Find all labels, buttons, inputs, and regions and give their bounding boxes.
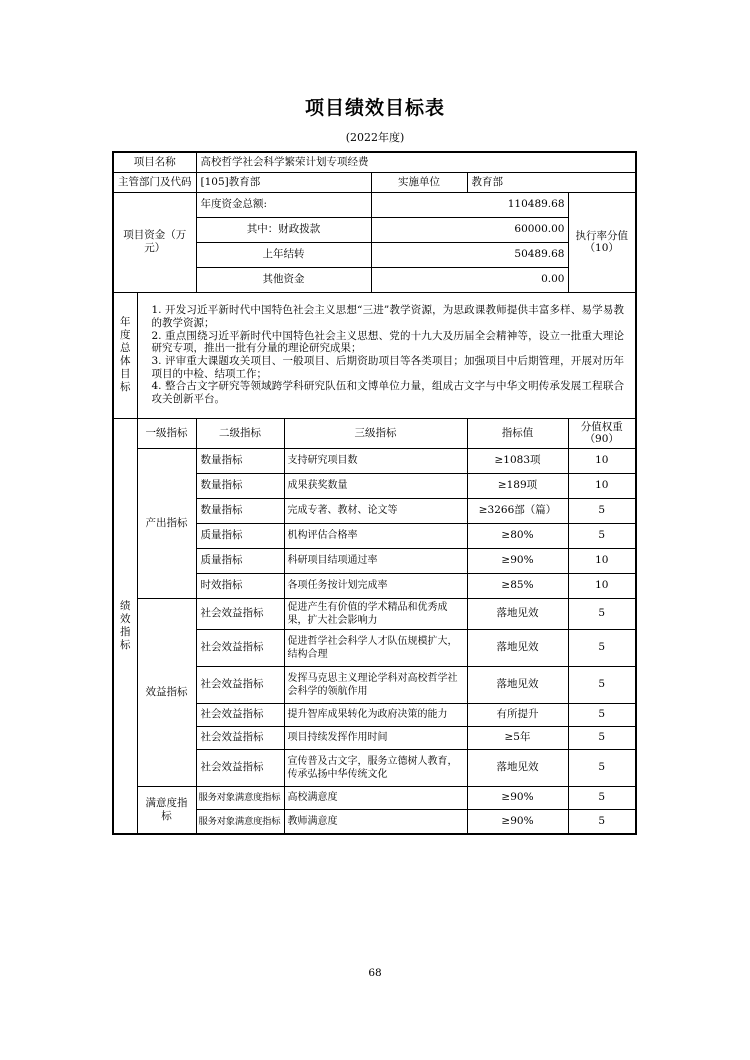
department-code-cell: [105]教育部 — [196, 172, 371, 192]
table-row — [113, 448, 636, 473]
indicator-name-cell: 机构评估合格率 — [284, 523, 467, 548]
indicator-type-cell: 服务对象满意度指标 — [196, 809, 284, 834]
indicator-type-cell: 社会效益指标 — [196, 629, 284, 666]
indicator-type-cell: 社会效益指标 — [196, 598, 284, 629]
header-target-cell: 指标值 — [467, 418, 568, 448]
header-weight-line1: 分值权重 — [580, 421, 623, 433]
indicator-target-cell: 落地见效 — [467, 598, 568, 629]
indicator-type-cell: 数量指标 — [196, 448, 284, 473]
indicator-target-cell: ≥85% — [467, 573, 568, 598]
fund-row-value-cell: 50489.68 — [371, 242, 568, 267]
indicator-target-cell: ≥90% — [467, 786, 568, 809]
indicator-type-cell: 质量指标 — [196, 523, 284, 548]
performance-label-line: 指标 — [120, 625, 131, 651]
indicator-name-cell: 发挥马克思主义理论学科对高校哲学社会科学的领航作用 — [284, 666, 467, 703]
annual-goal-label-line: 年度 — [120, 316, 131, 341]
indicator-type-cell: 服务对象满意度指标 — [196, 786, 284, 809]
indicator-name-cell: 宣传普及古文字，服务立德树人教育，传承弘扬中华传统文化 — [284, 749, 467, 786]
annual-goal-text-cell — [137, 292, 636, 418]
header-level1-cell: 一级指标 — [137, 418, 196, 448]
goal-item: 4. 整合古文字研究等领域跨学科研究队伍和文博单位力量，组成古文字与中华文明传承发展工程联合攻关创新平台。 — [151, 380, 624, 406]
header-level3-cell: 三级指标 — [284, 418, 467, 448]
indicator-target-cell: 落地见效 — [467, 629, 568, 666]
indicator-weight-cell: 5 — [568, 809, 636, 834]
page-number: 68 — [368, 967, 382, 979]
indicator-name-cell: 高校满意度 — [284, 786, 467, 809]
indicator-target-cell: ≥5年 — [467, 726, 568, 749]
indicator-weight-cell: 10 — [568, 573, 636, 598]
fund-row-label-cell: 其他资金 — [196, 267, 371, 292]
indicator-target-cell: ≥1083项 — [467, 448, 568, 473]
goal-item: 1. 开发习近平新时代中国特色社会主义思想“三进”教学资源，为思政课教师提供丰富多样、易学易教的教学资源； — [151, 304, 624, 329]
header-weight-line2: （90） — [584, 433, 619, 445]
header-weight-cell — [568, 418, 636, 448]
indicator-target-cell: ≥3266部（篇） — [467, 498, 568, 523]
implement-unit-value-cell: 教育部 — [467, 172, 636, 192]
indicator-type-cell: 社会效益指标 — [196, 726, 284, 749]
indicator-name-cell: 促进产生有价值的学术精品和优秀成果，扩大社会影响力 — [284, 598, 467, 629]
indicator-type-cell: 质量指标 — [196, 548, 284, 573]
indicator-target-cell: 落地见效 — [467, 749, 568, 786]
indicator-target-cell: ≥80% — [467, 523, 568, 548]
indicator-name-cell: 提升智库成果转化为政府决策的能力 — [284, 703, 467, 726]
indicator-type-cell: 社会效益指标 — [196, 749, 284, 786]
indicator-group-cell: 效益指标 — [137, 598, 196, 786]
project-name-label-cell: 项目名称 — [113, 152, 196, 172]
indicator-weight-cell: 10 — [568, 548, 636, 573]
goal-item: 3. 评审重大课题攻关项目、一般项目、后期资助项目等各类项目；加强项目中后期管理，开展对历年项目的中检、结项工作； — [151, 355, 624, 380]
indicator-type-cell: 时效指标 — [196, 573, 284, 598]
indicator-weight-cell: 5 — [568, 666, 636, 703]
fund-row-label-cell: 年度资金总额: — [196, 192, 371, 217]
indicator-name-cell: 教师满意度 — [284, 809, 467, 834]
indicator-name-cell: 项目持续发挥作用时间 — [284, 726, 467, 749]
indicator-weight-cell: 5 — [568, 629, 636, 666]
fund-label-cell: 项目资金（万元） — [113, 192, 196, 292]
project-name-value-cell: 高校哲学社会科学繁荣计划专项经费 — [196, 152, 636, 172]
indicator-group-cell: 满意度指标 — [137, 786, 196, 834]
table-row — [113, 598, 636, 629]
indicator-weight-cell: 10 — [568, 473, 636, 498]
performance-section-label-cell — [113, 418, 137, 834]
table-row — [113, 786, 636, 809]
fund-row-label-cell: 上年结转 — [196, 242, 371, 267]
fund-row-label-cell: 其中：财政拨款 — [196, 217, 371, 242]
indicator-name-cell: 各项任务按计划完成率 — [284, 573, 467, 598]
indicator-weight-cell: 5 — [568, 726, 636, 749]
fund-row-value-cell: 0.00 — [371, 267, 568, 292]
indicator-weight-cell: 5 — [568, 703, 636, 726]
goal-item: 2. 重点围绕习近平新时代中国特色社会主义思想、党的十九大及历届全会精神等，设立一批重大理论研究专项，推出一批有分量的理论研究成果； — [151, 329, 624, 355]
indicator-weight-cell: 5 — [568, 523, 636, 548]
indicator-name-cell: 成果获奖数量 — [284, 473, 467, 498]
annual-goal-label-line: 目标 — [120, 368, 131, 393]
indicator-target-cell: 落地见效 — [467, 666, 568, 703]
indicator-weight-cell: 5 — [568, 598, 636, 629]
indicator-target-cell: ≥189项 — [467, 473, 568, 498]
department-label-cell: 主管部门及代码 — [113, 172, 196, 192]
header-level2-cell: 二级指标 — [196, 418, 284, 448]
execution-score-line1: 执行率分值 — [575, 230, 628, 242]
fund-row-value-cell: 60000.00 — [371, 217, 568, 242]
indicator-group-cell: 产出指标 — [137, 448, 196, 598]
indicator-name-cell: 科研项目结项通过率 — [284, 548, 467, 573]
indicator-name-cell: 支持研究项目数 — [284, 448, 467, 473]
indicator-type-cell: 社会效益指标 — [196, 666, 284, 703]
indicator-type-cell: 数量指标 — [196, 498, 284, 523]
indicator-target-cell: ≥90% — [467, 809, 568, 834]
execution-score-cell — [568, 192, 636, 292]
indicator-weight-cell: 5 — [568, 786, 636, 809]
indicator-name-cell: 促进哲学社会科学人才队伍规模扩大，结构合理 — [284, 629, 467, 666]
annual-goal-label-line: 总体 — [120, 342, 131, 367]
implement-unit-label-cell: 实施单位 — [371, 172, 467, 192]
doc-subtitle: (2022年度) — [345, 131, 405, 144]
indicator-weight-cell: 5 — [568, 749, 636, 786]
indicator-target-cell: ≥90% — [467, 548, 568, 573]
performance-target-table — [112, 151, 637, 835]
indicator-type-cell: 社会效益指标 — [196, 703, 284, 726]
performance-label-line: 绩效 — [120, 599, 131, 625]
indicator-name-cell: 完成专著、教材、论文等 — [284, 498, 467, 523]
fund-row-value-cell: 110489.68 — [371, 192, 568, 217]
indicator-weight-cell: 5 — [568, 498, 636, 523]
doc-title: 项目绩效目标表 — [304, 97, 445, 119]
annual-goal-label-cell — [113, 292, 137, 418]
execution-score-line2: （10） — [584, 242, 619, 254]
indicator-target-cell: 有所提升 — [467, 703, 568, 726]
indicator-weight-cell: 10 — [568, 448, 636, 473]
indicator-type-cell: 数量指标 — [196, 473, 284, 498]
